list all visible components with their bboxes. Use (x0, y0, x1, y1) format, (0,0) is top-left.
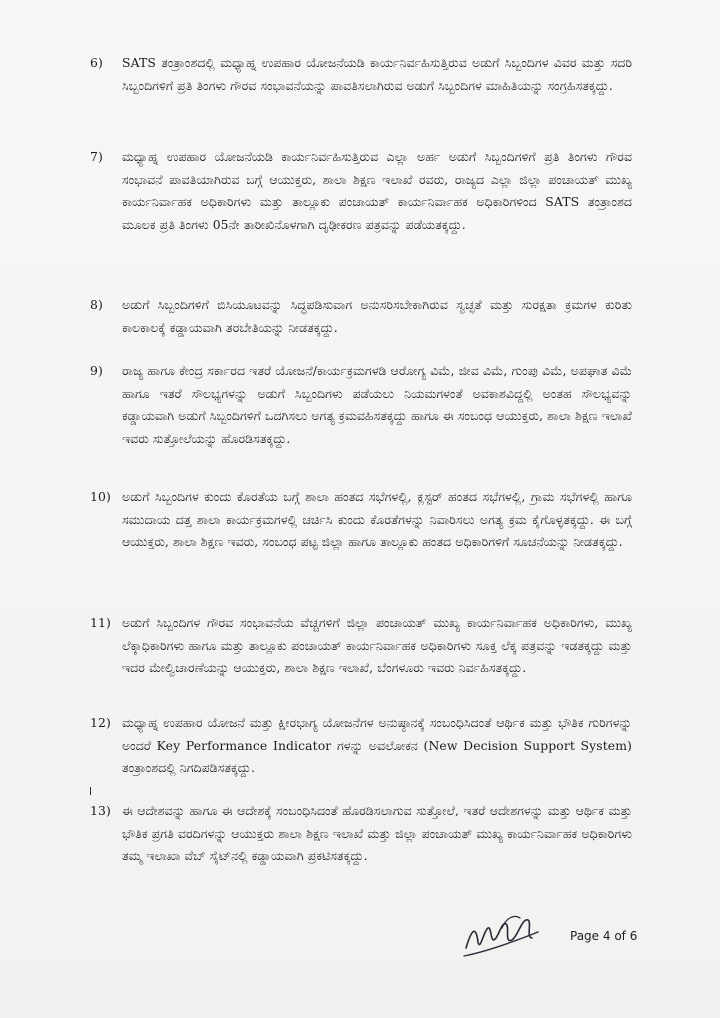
clause-text: ರಾಜ್ಯ ಹಾಗೂ ಕೇಂದ್ರ ಸರ್ಕಾರದ ಇತರೆ ಯೋಜನೆ/ಕಾರ್ಯಕ್ರಮಗಳಡಿ ಆರೋಗ್ಯ ವಿಮೆ, ಜೀವ ವಿಮೆ, ಗುಂಪು ವಿಮೆ, ಅಪಘಾತ ವಿಮೆ ಹಾಗೂ ಇತರೆ ಸೌಲಭ್ಯಗಳನ್ನು ಅಡುಗೆ ಸಿಬ್ಬಂದಿಗಳು ಪಡೆಯಲು ನಿಯಮಗಳಂತೆ ಅವಕಾಶವಿದ್ದಲ್ಲಿ ಅಂತಹ ಸೌಲಭ್ಯವನ್ನು ಕಡ್ಡಾಯವಾಗಿ ಅಡುಗೆ ಸಿಬ್ಬಂದಿಗಳಿಗೆ ಒದಗಿಸಲು ಅಗತ್ಯ ಕ್ರಮವಹಿಸತಕ್ಕದ್ದು ಹಾಗೂ ಈ ಸಂಬಂಧ ಆಯುಕ್ತರು, ಶಾಲಾ ಶಿಕ್ಷಣ ಇಲಾಖೆ ಇವರು ಸುತ್ತೋಲೆಯನ್ನು ಹೊರಡಿಸತಕ್ಕದ್ದು. (122, 363, 632, 446)
clause-text: ಮಧ್ಯಾಹ್ನ ಉಪಹಾರ ಯೋಜನೆಯಡಿ ಕಾರ್ಯನಿರ್ವಹಿಸುತ್ತಿರುವ ಎಲ್ಲಾ ಅರ್ಹ ಅಡುಗೆ ಸಿಬ್ಬಂದಿಗಳಿಗೆ ಪ್ರತಿ ತಿಂಗಳು ಗೌರವ ಸಂಭಾವನೆ ಪಾವತಿಯಾಗಿರುವ ಬಗ್ಗೆ ಆಯುಕ್ತರು, ಶಾಲಾ ಶಿಕ್ಷಣ ಇಲಾಖೆ ರವರು, ರಾಜ್ಯದ ಎಲ್ಲಾ ಜಿಲ್ಲಾ ಪಂಚಾಯತ್ ಮುಖ್ಯ ಕಾರ್ಯನಿರ್ವಾಹಕ ಅಧಿಕಾರಿಗಳು ಮತ್ತು ತಾಲ್ಲೂಕು ಪಂಚಾಯತ್ ಕಾರ್ಯನಿರ್ವಾಹಕ ಅಧಿಕಾರಿಗಳಿಂದ SATS ತಂತ್ರಾಂಶದ ಮೂಲಕ ಪ್ರತಿ ತಿಂಗಳು 05ನೇ ತಾರೀಖಿನೊಳಗಾಗಿ ದೃಢೀಕರಣ ಪತ್ರವನ್ನು ಪಡೆಯತಕ್ಕದ್ದು. (122, 149, 632, 232)
clause-11 (90, 612, 632, 680)
clause-text: ಈ ಆದೇಶವನ್ನು ಹಾಗೂ ಈ ಆದೇಶಕ್ಕೆ ಸಂಬಂಧಿಸಿದಂತೆ ಹೊರಡಿಸಲಾಗುವ ಸುತ್ತೋಲೆ, ಇತರೆ ಆದೇಶಗಳನ್ನು ಮತ್ತು ಆರ್ಥಿಕ ಮತ್ತು ಭೌತಿಕ ಪ್ರಗತಿ ವರದಿಗಳನ್ನು ಆಯುಕ್ತರು ಶಾಲಾ ಶಿಕ್ಷಣ ಇಲಾಖೆ ಮತ್ತು ಜಿಲ್ಲಾ ಪಂಚಾಯತ್ ಮುಖ್ಯ ಕಾರ್ಯನಿರ್ವಾಹಕ ಅಧಿಕಾರಿಗಳು ತಮ್ಮ ಇಲಾಖಾ ವೆಬ್ ಸೈಟ್‌ನಲ್ಲಿ ಕಡ್ಡಾಯವಾಗಿ ಪ್ರಕಟಿಸತಕ್ಕದ್ದು. (122, 803, 632, 863)
clause-text: ಅಡುಗೆ ಸಿಬ್ಬಂದಿಗಳಿಗೆ ಬಿಸಿಯೂಟವನ್ನು ಸಿದ್ಧಪಡಿಸುವಾಗ ಅನುಸರಿಸಬೇಕಾಗಿರುವ ಸ್ವಚ್ಛತೆ ಮತ್ತು ಸುರಕ್ಷತಾ ಕ್ರಮಗಳ ಕುರಿತು ಕಾಲಕಾಲಕ್ಕೆ ಕಡ್ಡಾಯವಾಗಿ ತರಬೇತಿಯನ್ನು ನೀಡತಕ್ಕದ್ದು. (122, 297, 632, 335)
clause-10 (90, 486, 632, 554)
clause-text: SATS ತಂತ್ರಾಂಶದಲ್ಲಿ ಮಧ್ಯಾಹ್ನ ಉಪಹಾರ ಯೋಜನೆಯಡಿ ಕಾರ್ಯನಿರ್ವಹಿಸುತ್ತಿರುವ ಅಡುಗೆ ಸಿಬ್ಬಂದಿಗಳ ವಿವರ ಮತ್ತು ಸದರಿ ಸಿಬ್ಬಂದಿಗಳಿಗೆ ಪ್ರತಿ ತಿಂಗಳು ಗೌರವ ಸಂಭಾವನೆಯನ್ನು ಪಾವತಿಸಲಾಗಿರುವ ಅಡುಗೆ ಸಿಬ್ಬಂದಿಗಳ ಮಾಹಿತಿಯನ್ನು ಸಂಗ್ರಹಿಸತಕ್ಕದ್ದು. (122, 55, 632, 93)
clause-8 (90, 294, 632, 339)
clause-number: 7) (90, 149, 103, 164)
clause-9 (90, 360, 632, 450)
clause-number: 11) (90, 615, 111, 630)
clause-text: ಅಡುಗೆ ಸಿಬ್ಬಂದಿಗಳ ಕುಂದು ಕೊರತೆಯ ಬಗ್ಗೆ ಶಾಲಾ ಹಂತದ ಸಭೆಗಳಲ್ಲಿ, ಕ್ಲಸ್ಟರ್ ಹಂತದ ಸಭೆಗಳಲ್ಲಿ, ಗ್ರಾಮ ಸಭೆಗಳಲ್ಲಿ ಹಾಗೂ ಸಮುದಾಯ ದತ್ತ ಶಾಲಾ ಕಾರ್ಯಕ್ರಮಗಳಲ್ಲಿ ಚರ್ಚಿಸಿ ಕುಂದು ಕೊರತೆಗಳನ್ನು ನಿವಾರಿಸಲು ಅಗತ್ಯ ಕ್ರಮ ಕೈಗೊಳ್ಳತಕ್ಕದ್ದು. ಈ ಬಗ್ಗೆ ಆಯುಕ್ತರು, ಶಾಲಾ ಶಿಕ್ಷಣ ಇವರು, ಸಂಬಂಧ ಪಟ್ಟ ಜಿಲ್ಲಾ ಹಾಗೂ ತಾಲ್ಲೂಕು ಹಂತದ ಅಧಿಕಾರಿಗಳಿಗೆ ಸೂಚನೆಯನ್ನು ನೀಡತಕ್ಕದ್ದು. (122, 489, 632, 549)
margin-mark (90, 787, 91, 795)
clause-text: ಅಡುಗೆ ಸಿಬ್ಬಂದಿಗಳ ಗೌರವ ಸಂಭಾವನೆಯ ವೆಚ್ಚಗಳಿಗೆ ಜಿಲ್ಲಾ ಪಂಚಾಯತ್ ಮುಖ್ಯ ಕಾರ್ಯನಿರ್ವಾಹಕ ಅಧಿಕಾರಿಗಳು, ಮುಖ್ಯ ಲೆಕ್ಕಾಧಿಕಾರಿಗಳು ಹಾಗೂ ಮತ್ತು ತಾಲ್ಲೂಕು ಪಂಚಾಯತ್ ಕಾರ್ಯನಿರ್ವಾಹಕ ಅಧಿಕಾರಿಗಳು ಸೂಕ್ತ ಲೆಕ್ಕ ಪತ್ರವನ್ನು ಇಡತಕ್ಕದ್ದು ಮತ್ತು ಇದರ ಮೇಲ್ವಿಚಾರಣೆಯನ್ನು ಆಯುಕ್ತರು, ಶಾಲಾ ಶಿಕ್ಷಣ ಇಲಾಖೆ, ಬೆಂಗಳೂರು ಇವರು ನಿರ್ವಹಿಸತಕ್ಕದ್ದು. (122, 615, 632, 675)
clause-number: 10) (90, 489, 111, 504)
page-number: Page 4 of 6 (570, 929, 638, 943)
clause-12 (90, 712, 632, 780)
clause-6 (90, 52, 632, 97)
clause-number: 13) (90, 803, 111, 818)
clause-13 (90, 800, 632, 868)
clause-text: ಮಧ್ಯಾಹ್ನ ಉಪಹಾರ ಯೋಜನೆ ಮತ್ತು ಕ್ಷೀರಭಾಗ್ಯ ಯೋಜನೆಗಳ ಅನುಷ್ಠಾನಕ್ಕೆ ಸಂಬಂಧಿಸಿದಂತೆ ಆರ್ಥಿಕ ಮತ್ತು ಭೌತಿಕ ಗುರಿಗಳನ್ನು ಅಂದರೆ Key Performance Indicator ಗಳನ್ನು ಅವಲೋಕನ (New Decision Support System) ತಂತ್ರಾಂಶದಲ್ಲಿ ನಿಗದಿಪಡಿಸತಕ್ಕದ್ದು. (122, 715, 632, 775)
clause-number: 12) (90, 715, 111, 730)
clause-7 (90, 146, 632, 236)
clause-number: 9) (90, 363, 103, 378)
signature-image (462, 908, 542, 960)
clause-number: 8) (90, 297, 103, 312)
clause-number: 6) (90, 55, 103, 70)
